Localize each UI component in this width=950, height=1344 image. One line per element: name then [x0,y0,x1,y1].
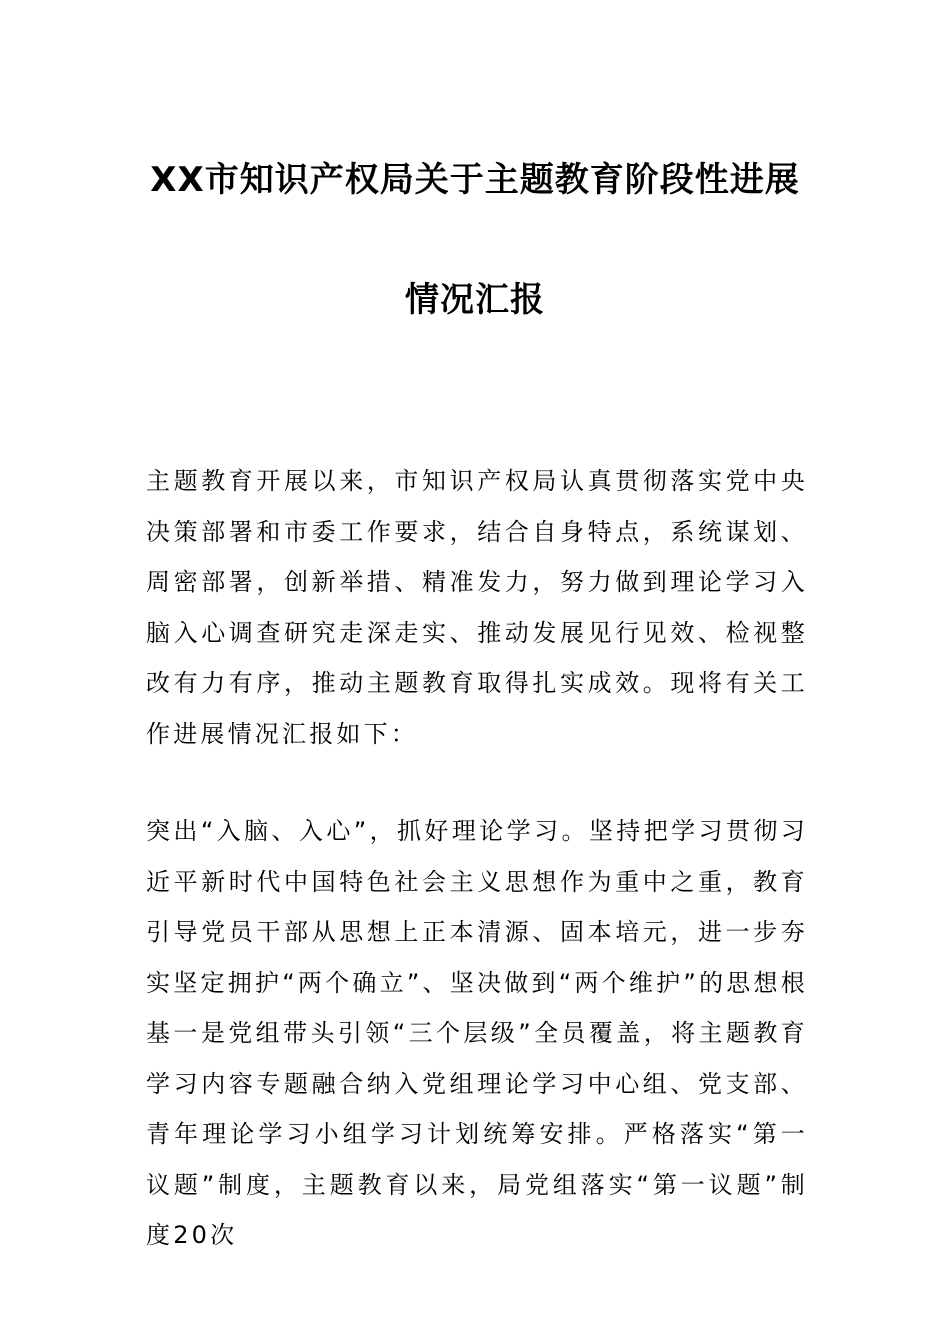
intro-paragraph: 主题教育开展以来，市知识产权局认真贯彻落实党中央决策部署和市委工作要求，结合自身特点，系统谋划、周密部署，创新举措、精准发力，努力做到理论学习入脑入心调查研究走深走实、推动发展见行见效、检视整改有力有序，推动主题教育取得扎实成效。现将有关工作进展情况汇报如下： [146,467,808,748]
document-title-line-1: XX市知识产权局关于主题教育阶段性进展 [150,160,800,200]
document-title-line-2: 情况汇报 [405,280,545,320]
theory-study-paragraph: 突出“入脑、入心”，抓好理论学习。坚持把学习贯彻习近平新时代中国特色社会主义思想作为重中之重，教育引导党员干部从思想上正本清源、固本培元，进一步夯实坚定拥护“两个确立”、坚决做到“两个维护”的思想根基一是党组带头引领“三个层级”全员覆盖，将主题教育学习内容专题融合纳入党组理论学习中心组、党支部、青年理论学习小组学习计划统筹安排。严格落实“第一议题”制度，主题教育以来，局党组落实“第一议题”制度20次 [146,817,808,1249]
